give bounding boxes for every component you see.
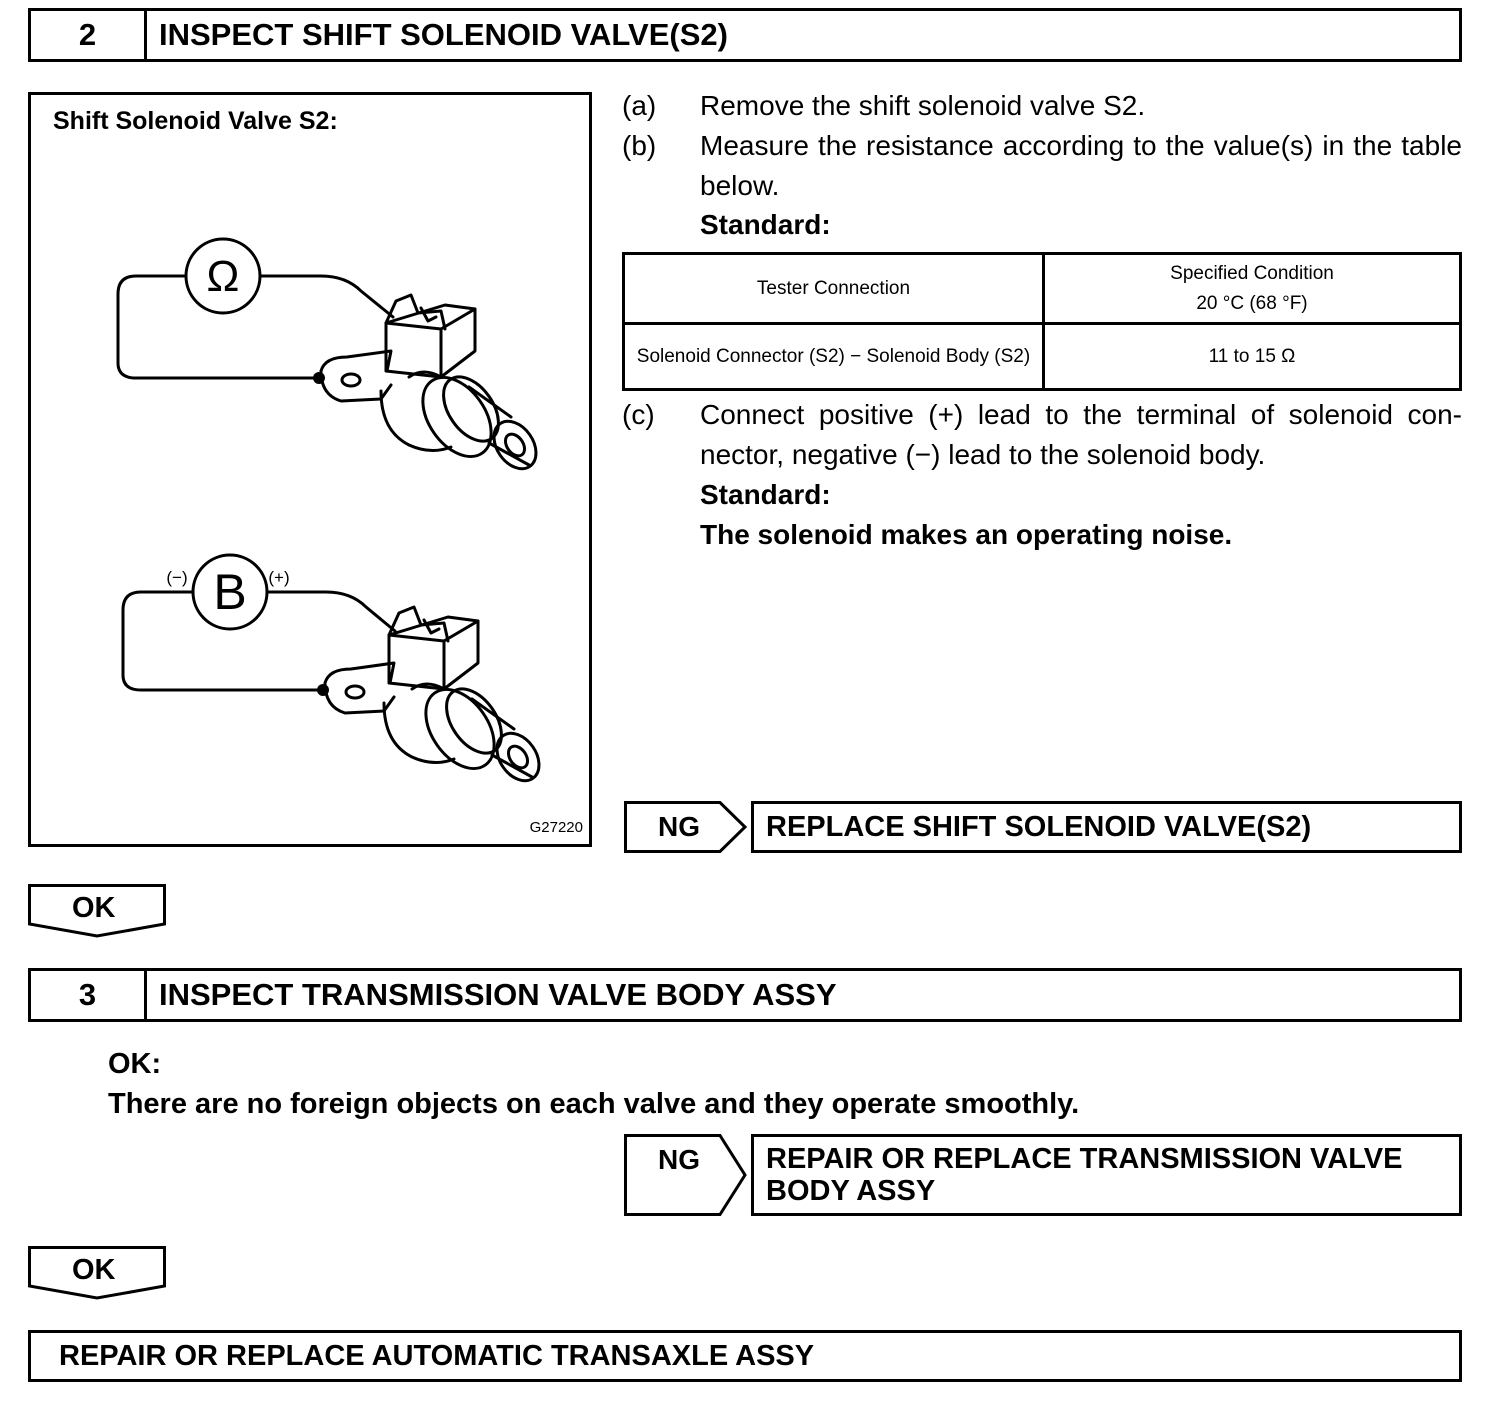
standard-label: Standard: bbox=[700, 209, 831, 240]
final-action-bar: REPAIR OR REPLACE AUTOMATIC TRANSAXLE ASSY bbox=[28, 1330, 1462, 1382]
table-header-line1: Specified Condition bbox=[1170, 262, 1334, 284]
standard2-text: The solenoid makes an operating noise. bbox=[700, 519, 1233, 550]
step3-ok-text: There are no foreign objects on each valve and they operate smoothly. bbox=[108, 1088, 1080, 1120]
instruction-b-text: Measure the resistance according to the value(s) in the table below. bbox=[700, 130, 1462, 201]
step-title: INSPECT SHIFT SOLENOID VALVE(S2) bbox=[159, 17, 728, 52]
figure-title: Shift Solenoid Valve S2: bbox=[53, 107, 338, 135]
battery-symbol: B bbox=[213, 564, 247, 620]
negative-label: (−) bbox=[166, 568, 188, 587]
solenoid-valve-icon-1 bbox=[321, 295, 545, 477]
positive-label: (+) bbox=[268, 568, 290, 587]
step-3-header bbox=[28, 968, 1462, 1022]
instruction-a-label: (a) bbox=[622, 90, 657, 121]
step-number: 3 bbox=[31, 971, 147, 1019]
instruction-c bbox=[622, 395, 1462, 475]
ng-result-step2: REPLACE SHIFT SOLENOID VALVE(S2) bbox=[751, 801, 1462, 853]
ng-label: NG bbox=[658, 1144, 700, 1175]
ok-label: OK bbox=[72, 1254, 116, 1286]
ng-tab-step2[interactable] bbox=[624, 801, 748, 853]
instruction-a bbox=[622, 86, 1462, 126]
ng-result-step3 bbox=[751, 1134, 1462, 1216]
table-header-line2: 20 °C (68 °F) bbox=[1196, 292, 1308, 314]
spec-table bbox=[622, 252, 1462, 391]
ng-label: NG bbox=[658, 811, 700, 842]
table-header-specified-condition bbox=[1044, 254, 1461, 324]
ng-result-line2: BODY ASSY bbox=[766, 1175, 936, 1207]
instruction-b bbox=[622, 126, 1462, 206]
ok-tab-step3[interactable] bbox=[28, 1246, 166, 1300]
solenoid-illustration bbox=[31, 95, 589, 844]
ng-tab-step3[interactable] bbox=[624, 1134, 748, 1216]
table-header-tester-connection: Tester Connection bbox=[624, 254, 1044, 324]
solenoid-figure bbox=[28, 92, 592, 847]
standard2-label: Standard: bbox=[700, 479, 831, 510]
probe-point-2 bbox=[317, 684, 329, 696]
ok-label: OK bbox=[72, 892, 116, 924]
probe-point-1 bbox=[313, 372, 325, 384]
instruction-c-text: Connect positive (+) lead to the terminal of solenoid con- nector, negative (−) lead to the solenoid body. bbox=[700, 399, 1462, 470]
step3-ok-heading: OK: bbox=[108, 1048, 162, 1080]
table-cell-connection: Solenoid Connector (S2) − Solenoid Body (S2) bbox=[624, 324, 1044, 390]
figure-code: G27220 bbox=[529, 819, 583, 836]
step-2-header bbox=[28, 8, 1462, 62]
ok-tab-step2[interactable] bbox=[28, 884, 166, 938]
ohm-symbol: Ω bbox=[206, 252, 240, 301]
instruction-a-text: Remove the shift solenoid valve S2. bbox=[700, 90, 1146, 121]
step-title: INSPECT TRANSMISSION VALVE BODY ASSY bbox=[159, 977, 837, 1012]
ng-result-line1: REPAIR OR REPLACE TRANSMISSION VALVE bbox=[766, 1143, 1403, 1175]
step-number: 2 bbox=[31, 11, 147, 59]
instruction-b-label: (b) bbox=[622, 130, 657, 161]
solenoid-valve-icon-2 bbox=[325, 607, 548, 789]
table-cell-value: 11 to 15 Ω bbox=[1044, 324, 1461, 390]
instruction-c-label: (c) bbox=[622, 399, 655, 430]
